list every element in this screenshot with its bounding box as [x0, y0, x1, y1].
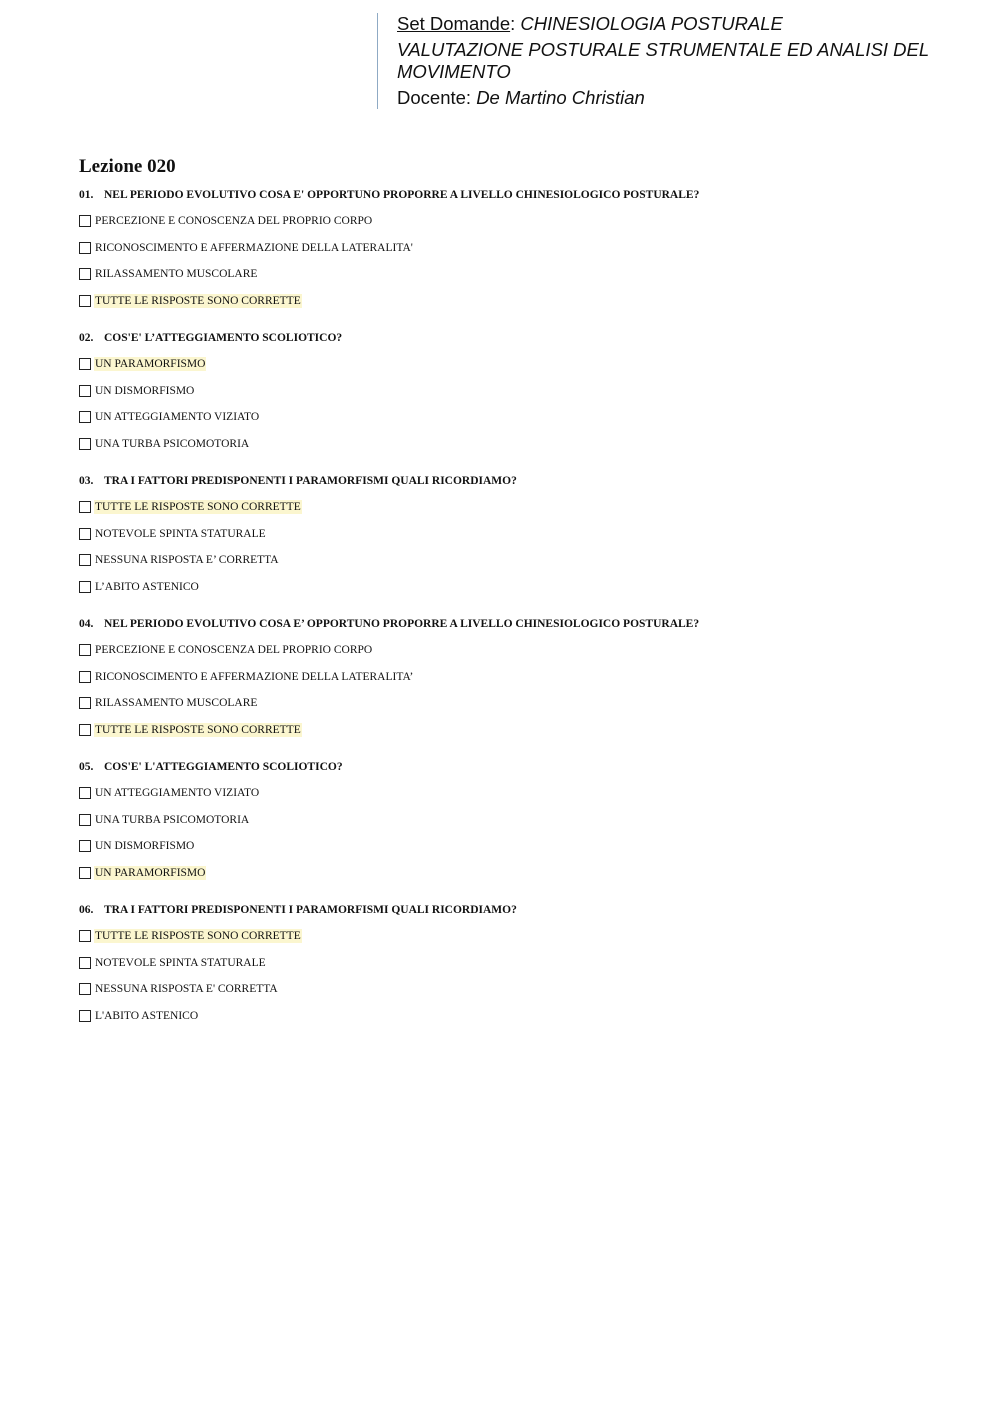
answer-checkbox[interactable]: [79, 385, 91, 397]
answer-text: RILASSAMENTO MUSCOLARE: [95, 268, 258, 281]
answer-option[interactable]: [79, 208, 939, 235]
answer-option[interactable]: [79, 833, 939, 860]
answer-checkbox[interactable]: [79, 644, 91, 656]
question-text: [79, 902, 939, 918]
answer-text: NESSUNA RISPOSTA E’ CORRETTA: [95, 554, 279, 567]
answer-text-correct: UN PARAMORFISMO: [95, 358, 206, 371]
question-label: NEL PERIODO EVOLUTIVO COSA E' OPPORTUNO PROPORRE A LIVELLO CHINESIOLOGICO POSTURALE?: [104, 189, 700, 201]
answer-text: L'ABITO ASTENICO: [95, 1009, 199, 1022]
answer-option[interactable]: [79, 431, 939, 458]
answer-text: UN DISMORFISMO: [95, 840, 195, 853]
answer-text: PERCEZIONE E CONOSCENZA DEL PROPRIO CORPO: [95, 215, 373, 228]
set-label: Set Domande: [397, 13, 511, 34]
answer-text-correct: TUTTE LE RISPOSTE SONO CORRETTE: [95, 723, 301, 736]
answer-checkbox[interactable]: [79, 814, 91, 826]
answer-text: UN DISMORFISMO: [95, 384, 195, 397]
question-number: 01.: [79, 189, 94, 201]
answer-option[interactable]: [79, 637, 939, 664]
answer-option[interactable]: [79, 288, 939, 315]
answer-option[interactable]: [79, 494, 939, 521]
answer-option[interactable]: [79, 574, 939, 601]
answer-checkbox[interactable]: [79, 438, 91, 450]
course-title: VALUTAZIONE POSTURALE STRUMENTALE ED ANALISI DEL MOVIMENTO: [397, 39, 929, 82]
answer-checkbox[interactable]: [79, 671, 91, 683]
set-line: [397, 13, 957, 35]
question-text: [79, 616, 939, 632]
answer-text-correct: TUTTE LE RISPOSTE SONO CORRETTE: [95, 294, 301, 307]
answer-checkbox[interactable]: [79, 697, 91, 709]
answer-text: RICONOSCIMENTO E AFFERMAZIONE DELLA LATERALITA': [95, 241, 413, 254]
answer-text: UN ATTEGGIAMENTO VIZIATO: [95, 411, 260, 424]
answer-option[interactable]: [79, 860, 939, 887]
question-number: 05.: [79, 761, 94, 773]
answer-option[interactable]: [79, 717, 939, 744]
answer-option[interactable]: [79, 547, 939, 574]
answer-text-correct: UN PARAMORFISMO: [95, 866, 206, 879]
answer-option[interactable]: [79, 261, 939, 288]
question-text: [79, 187, 939, 203]
answer-text: RICONOSCIMENTO E AFFERMAZIONE DELLA LATERALITA’: [95, 670, 414, 683]
answer-checkbox[interactable]: [79, 787, 91, 799]
answer-checkbox[interactable]: [79, 268, 91, 280]
question-label: TRA I FATTORI PREDISPONENTI I PARAMORFISMI QUALI RICORDIAMO?: [104, 904, 517, 916]
answer-option[interactable]: [79, 976, 939, 1003]
answer-checkbox[interactable]: [79, 411, 91, 423]
question-label: COS'E' L’ATTEGGIAMENTO SCOLIOTICO?: [104, 332, 343, 344]
answer-option[interactable]: [79, 404, 939, 431]
answer-option[interactable]: [79, 664, 939, 691]
answer-text: NOTEVOLE SPINTA STATURALE: [95, 527, 266, 540]
answer-checkbox[interactable]: [79, 215, 91, 227]
answer-option[interactable]: [79, 378, 939, 405]
answer-text: UNA TURBA PSICOMOTORIA: [95, 813, 250, 826]
answer-option[interactable]: [79, 1003, 939, 1030]
answer-checkbox[interactable]: [79, 840, 91, 852]
question: [79, 759, 939, 886]
teacher-name: De Martino Christian: [476, 87, 645, 108]
answer-checkbox[interactable]: [79, 528, 91, 540]
question-text: [79, 473, 939, 489]
answer-text: UNA TURBA PSICOMOTORIA: [95, 437, 250, 450]
document-header: [377, 13, 957, 109]
question-number: 06.: [79, 904, 94, 916]
question-text: [79, 330, 939, 346]
answer-text: UN ATTEGGIAMENTO VIZIATO: [95, 787, 260, 800]
answer-option[interactable]: [79, 235, 939, 262]
answer-option[interactable]: [79, 521, 939, 548]
answer-text: NESSUNA RISPOSTA E' CORRETTA: [95, 983, 278, 996]
question: [79, 616, 939, 743]
question-label: COS'E' L'ATTEGGIAMENTO SCOLIOTICO?: [104, 761, 343, 773]
answer-checkbox[interactable]: [79, 358, 91, 370]
question: [79, 330, 939, 457]
answer-checkbox[interactable]: [79, 581, 91, 593]
answer-checkbox[interactable]: [79, 983, 91, 995]
answer-checkbox[interactable]: [79, 295, 91, 307]
question-label: NEL PERIODO EVOLUTIVO COSA E’ OPPORTUNO PROPORRE A LIVELLO CHINESIOLOGICO POSTURALE?: [104, 618, 700, 630]
set-value: CHINESIOLOGIA POSTURALE: [520, 13, 783, 34]
answer-option[interactable]: [79, 950, 939, 977]
answer-option[interactable]: [79, 351, 939, 378]
answer-checkbox[interactable]: [79, 554, 91, 566]
answer-checkbox[interactable]: [79, 501, 91, 513]
lesson-title: Lezione 020: [79, 156, 176, 177]
answer-checkbox[interactable]: [79, 242, 91, 254]
question: [79, 902, 939, 1029]
answer-option[interactable]: [79, 780, 939, 807]
answer-option[interactable]: [79, 807, 939, 834]
answer-text-correct: TUTTE LE RISPOSTE SONO CORRETTE: [95, 501, 301, 514]
answer-checkbox[interactable]: [79, 867, 91, 879]
quiz-content: [79, 156, 939, 1045]
question: [79, 187, 939, 314]
question-number: 04.: [79, 618, 94, 630]
answer-text: L’ABITO ASTENICO: [95, 580, 199, 593]
answer-text: RILASSAMENTO MUSCOLARE: [95, 697, 258, 710]
set-separator: :: [510, 13, 516, 34]
question-number: 03.: [79, 475, 94, 487]
question: [79, 473, 939, 600]
answer-option[interactable]: [79, 690, 939, 717]
answer-text: NOTEVOLE SPINTA STATURALE: [95, 956, 266, 969]
question-number: 02.: [79, 332, 94, 344]
teacher-line: [397, 87, 957, 109]
answer-checkbox[interactable]: [79, 930, 91, 942]
question-text: [79, 759, 939, 775]
answer-option[interactable]: [79, 923, 939, 950]
answer-text: PERCEZIONE E CONOSCENZA DEL PROPRIO CORPO: [95, 644, 373, 657]
question-label: TRA I FATTORI PREDISPONENTI I PARAMORFISMI QUALI RICORDIAMO?: [104, 475, 517, 487]
answer-text-correct: TUTTE LE RISPOSTE SONO CORRETTE: [95, 930, 301, 943]
answer-checkbox[interactable]: [79, 1010, 91, 1022]
teacher-label: Docente:: [397, 87, 472, 108]
answer-checkbox[interactable]: [79, 724, 91, 736]
answer-checkbox[interactable]: [79, 957, 91, 969]
